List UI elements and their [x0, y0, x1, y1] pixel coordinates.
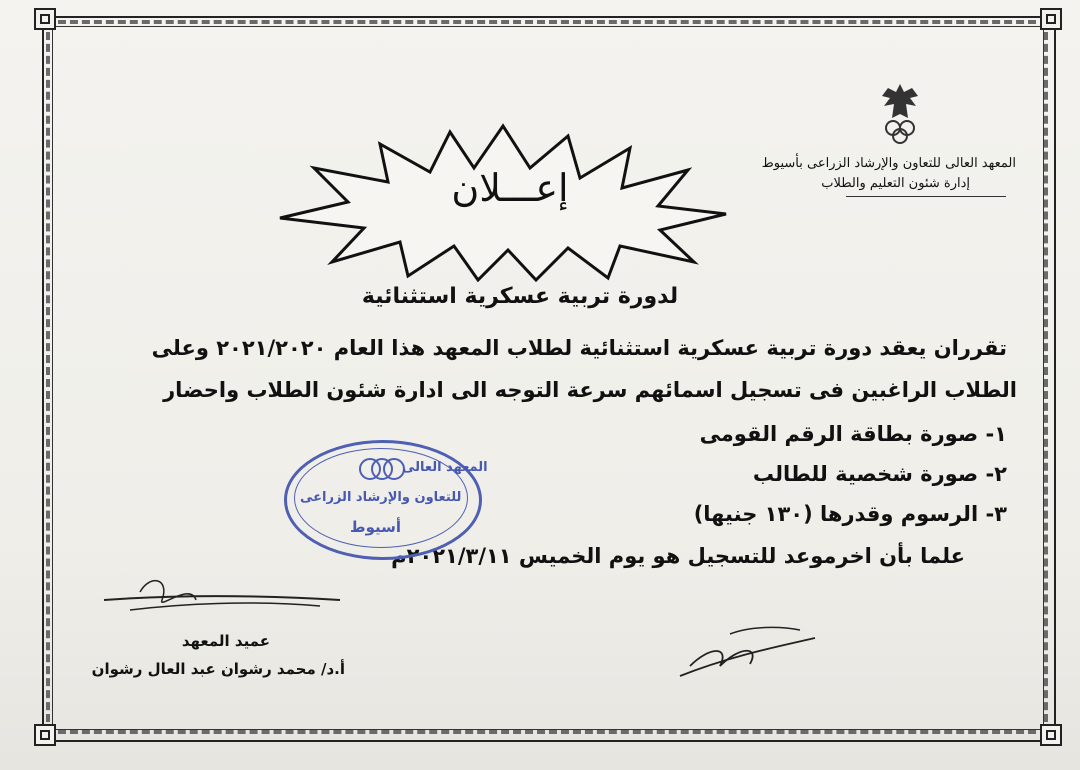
- institute-name: المعهد العالى للتعاون والإرشاد الزراعى بأسيوط: [761, 156, 1016, 171]
- deadline-note: علما بأن اخرموعد للتسجيل هو يوم الخميس ٢٠٢١/٣/١١م: [391, 544, 965, 568]
- eagle-emblem-icon: [870, 78, 930, 148]
- requirement-item-1: ١- صورة بطاقة الرقم القومى: [699, 422, 1007, 446]
- signatory-name: أ.د/ محمد رشوان عبد العال رشوان: [91, 660, 345, 678]
- body-line-1: تقرران يعقد دورة تربية عسكرية استثنائية لطلاب المعهد هذا العام ٢٠٢١/٢٠٢٠ وعلى: [151, 336, 1007, 360]
- announcement-subtitle: لدورة تربية عسكرية استثنائية: [361, 284, 679, 309]
- secondary-signature: [670, 616, 820, 686]
- stamp-text-top: المعهد العالى: [402, 460, 488, 475]
- institute-stamp: [284, 440, 488, 558]
- body-line-2: الطلاب الراغبين فى تسجيل اسمائهم سرعة التوجه الى ادارة شئون الطلاب واحضار: [163, 378, 1017, 402]
- signatory-title: عميد المعهد: [181, 632, 270, 650]
- corner-ornament: [1040, 8, 1062, 30]
- corner-ornament: [1040, 724, 1062, 746]
- corner-ornament: [34, 8, 56, 30]
- header-divider: [846, 196, 1006, 197]
- requirement-item-3: ٣- الرسوم وقدرها (١٣٠ جنيها): [693, 502, 1007, 526]
- dean-signature: [100, 570, 350, 640]
- stamp-text-bottom: أسيوط: [350, 518, 401, 536]
- stamp-text-middle: للتعاون والإرشاد الزراعى: [300, 490, 462, 505]
- corner-ornament: [34, 724, 56, 746]
- requirement-item-2: ٢- صورة شخصية للطالب: [752, 462, 1007, 486]
- announcement-title: إعـــلان: [451, 166, 569, 210]
- department-name: إدارة شئون التعليم والطلاب: [821, 176, 970, 191]
